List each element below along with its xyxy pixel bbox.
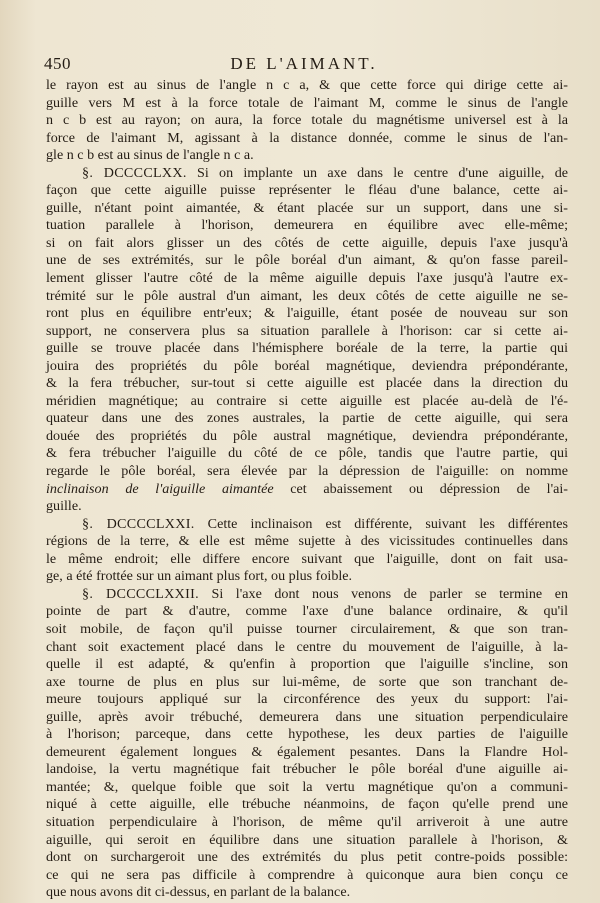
line-text: Si on implante un axe dans le centre d'une aiguille, de <box>197 164 568 181</box>
text-line <box>46 726 568 744</box>
text-line <box>46 709 568 727</box>
line-text: guille vers M est à la force totale de l'aimant M, comme le sinus de l'angle <box>46 94 568 111</box>
text-line <box>46 516 568 534</box>
paragraph <box>46 165 568 516</box>
line-text: niqué à cette aiguille, elle trébuche néanmoins, de façon qu'elle prend une <box>46 796 568 813</box>
line-text: à l'horison; parceque, dans cette hypothese, les deux parties de l'aiguille <box>46 726 568 743</box>
line-text: ront plus en équilibre entr'eux; & l'aiguille, étant posée de nouveau sur son <box>46 305 568 322</box>
text-line <box>46 445 568 463</box>
line-text: situation perpendiculaire à l'horison, de même qu'il arriveroit à une autre <box>46 813 568 830</box>
line-text: ge, a été frottée sur un aimant plus fort, ou plus foible. <box>46 568 353 585</box>
line-text: méridien magnétique; au contraire si cette aiguille est placée au-delà de l'é- <box>46 392 568 409</box>
line-text: guille. <box>46 498 82 515</box>
text-line <box>46 147 568 165</box>
line-text: pointe de part & d'autre, comme l'axe d'une balance ordinaire, & qu'il <box>46 603 568 620</box>
line-text: douée des propriétés du pôle austral magnétique, deviendra prépondérante, <box>46 427 568 444</box>
line-text: quateur dans une des zones australes, la partie de cette aiguille, qui sera <box>46 410 568 427</box>
text-line <box>46 568 568 586</box>
line-text: n c b est au rayon; on aura, la force totale du magnétisme universel est à la <box>46 112 568 129</box>
text-line <box>46 358 568 376</box>
text-line <box>46 428 568 446</box>
running-head: DE L'AIMANT. <box>230 54 378 73</box>
text-line <box>46 551 568 569</box>
text-line <box>46 761 568 779</box>
text-line <box>46 235 568 253</box>
line-text: dont on surchargeroit une des extrémités du plus petit contre-poids possible: <box>46 849 568 866</box>
text-line <box>46 656 568 674</box>
text-line <box>46 867 568 885</box>
line-text: soit mobile, de façon qu'il puisse tourner circulairement, & que son tran- <box>46 620 568 637</box>
line-text: quelle il est adapté, & qu'enfin à proportion que l'aiguille s'incline, son <box>46 656 568 673</box>
line-text: landoise, la vertu magnétique fait trébucher le pôle boréal d'une aiguille ai- <box>46 761 568 778</box>
page-number: 450 <box>44 54 71 73</box>
text-line <box>46 674 568 692</box>
line-text: le même endroit; elle differe encore suivant que l'aiguille, dont on fait usa- <box>46 550 568 567</box>
line-text: regarde le pôle boréal, sera élevée par la dépression de l'aiguille: on nomme <box>46 463 568 480</box>
section-number: §. DCCCCLXX. <box>82 164 187 181</box>
text-line <box>46 112 568 130</box>
line-text: jouira des propriétés du pôle boréal magnétique, deviendra prépondérante, <box>46 357 568 374</box>
line-text: tuation parallele à l'horison, demeurera en équilibre avec elle-même; <box>46 217 568 234</box>
line-text: chant soit exactement placé dans le centre du mouvement de l'aiguille, à la- <box>46 638 568 655</box>
text-line <box>46 481 568 499</box>
line-text: régions de la terre, & elle est même sujette à des vicissitudes continuelles dans <box>46 533 568 550</box>
text-line <box>46 621 568 639</box>
text-line <box>46 463 568 481</box>
text-line <box>46 603 568 621</box>
text-line <box>46 323 568 341</box>
text-line <box>46 744 568 762</box>
text-line <box>46 796 568 814</box>
text-line <box>46 410 568 428</box>
text-line <box>46 182 568 200</box>
text-line <box>46 77 568 95</box>
text-line <box>46 884 568 902</box>
text-line <box>46 200 568 218</box>
text-line <box>46 270 568 288</box>
section-number: §. DCCCCLXXI. <box>82 515 195 532</box>
line-text: meure toujours appliqué sur la circonférence des yeux du support: l'ai- <box>46 691 568 708</box>
line-text: aiguille, qui seroit en équilibre dans une situation parallele à l'horison, & <box>46 831 568 848</box>
page-body <box>46 77 568 902</box>
text-line <box>46 217 568 235</box>
text-line <box>46 814 568 832</box>
line-text: ce qui ne sera pas difficile à comprendre à quiconque aura bien conçu ce <box>46 866 568 883</box>
line-text: force de l'aimant M, agissant à la distance donnée, comme le sinus de l'an- <box>46 129 568 146</box>
line-text: que nous avons dit ci-dessus, en parlant de la balance. <box>46 884 351 901</box>
text-line <box>46 533 568 551</box>
line-text: Si l'axe dont nous venons de parler se termine en <box>211 585 568 602</box>
text-line <box>46 165 568 183</box>
text-line <box>46 586 568 604</box>
line-text: façon que cette aiguille puisse représenter le fléau d'une balance, cette ai- <box>46 182 568 199</box>
text-line <box>46 779 568 797</box>
text-line <box>46 130 568 148</box>
line-text: une de ses extrémités, sur le pôle boréal d'un aimant, & qu'on fasse pareil- <box>46 252 568 269</box>
line-text: demeurent également longues & également pesantes. Dans la Flandre Hol- <box>46 743 568 760</box>
line-text: & la fera trébucher, sur-tout si cette aiguille est placée dans la direction du <box>46 375 568 392</box>
text-line <box>46 639 568 657</box>
text-line <box>46 393 568 411</box>
line-text: & fera trébucher l'aiguille du côté de ce pôle, tandis que l'autre partie, qui <box>46 445 568 462</box>
text-line <box>46 305 568 323</box>
paragraph <box>46 516 568 586</box>
line-text: support, ne conservera plus sa situation parallele à l'horison: car si cette ai- <box>46 322 568 339</box>
paragraph <box>46 77 568 165</box>
line-text: gle n c b est au sinus de l'angle n c a. <box>46 147 254 164</box>
text-line <box>46 340 568 358</box>
line-text: lement glisser l'autre côté de la même aiguille depuis l'axe jusqu'à l'autre ex- <box>46 270 568 287</box>
text-line <box>46 288 568 306</box>
page-header <box>44 54 564 76</box>
line-text: guille se trouve placée dans l'hémisphere boréale de la terre, la partie qui <box>46 340 568 357</box>
line-text: si on fait alors glisser un des côtés de cette aiguille, depuis l'axe jusqu'à <box>46 234 568 251</box>
text-line <box>46 498 568 516</box>
text-line <box>46 832 568 850</box>
line-text: guille, après avoir trébuché, demeurera dans une situation perpendiculaire <box>46 708 568 725</box>
line-text: axe tourne de plus en plus sur lui-même, de sorte que son tranchant de- <box>46 673 568 690</box>
paragraph <box>46 586 568 902</box>
text-line <box>46 252 568 270</box>
section-number: §. DCCCCLXXII. <box>82 585 199 602</box>
text-line <box>46 691 568 709</box>
line-text: inclinaison de l'aiguille aimantée cet abaissement ou dépression de l'ai- <box>46 480 568 497</box>
line-text: Cette inclinaison est différente, suivant les différentes <box>207 515 568 532</box>
text-line <box>46 849 568 867</box>
line-text: mantée; &, quelque foible que soit la vertu magnétique qu'on a communi- <box>46 778 568 795</box>
text-line <box>46 375 568 393</box>
line-text: guille, n'étant point aimantée, & étant placée sur un support, dans une si- <box>46 199 568 216</box>
line-text: le rayon est au sinus de l'angle n c a, & que cette force qui dirige cette ai- <box>46 77 568 93</box>
text-line <box>46 95 568 113</box>
line-text: trémité sur le pôle austral d'un aimant, les deux côtés de cette aiguille ne se- <box>46 287 568 304</box>
